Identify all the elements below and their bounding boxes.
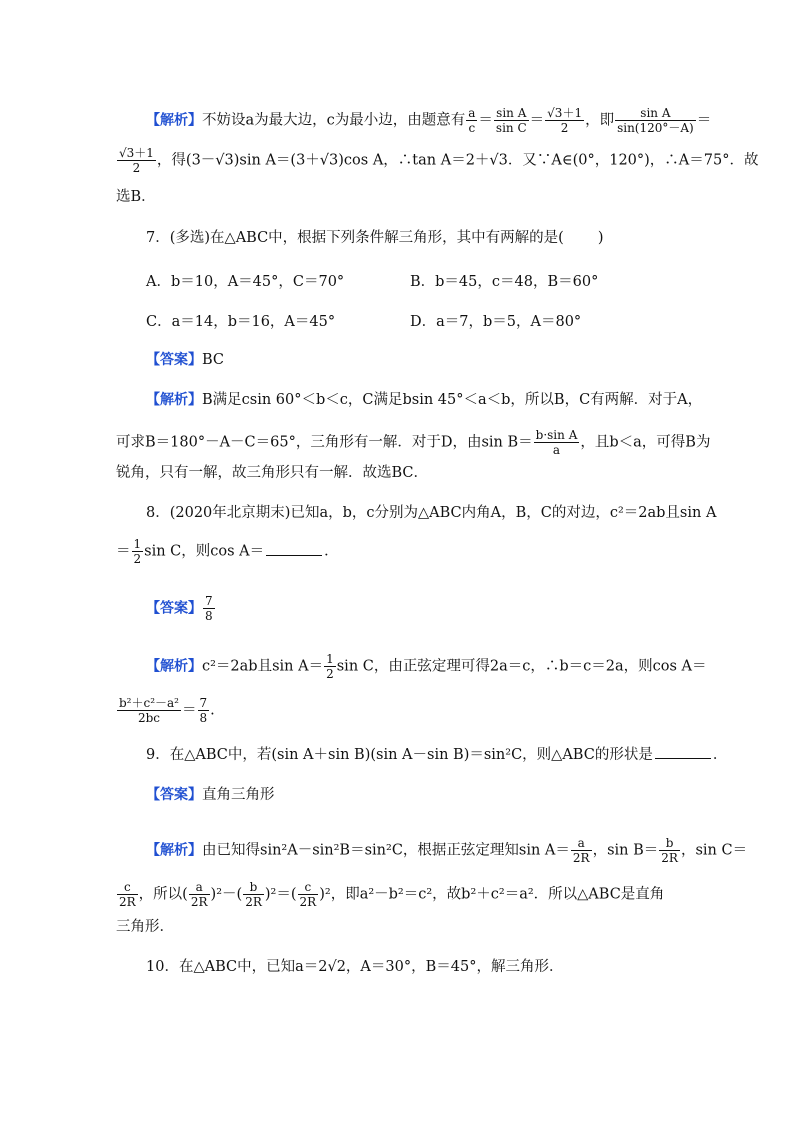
q6-solution-line1: 【解析】不妨设a为最大边，c为最小边，由题意有 $\frac{a}{c}$ ＝ $\frac{\text{sin A}}{\text{sin C}}$ ＝ $\frac{√3+1}{2}$ ，即 $\frac{\text{sin A}}{\sin(120^\circ-A)}$ ＝	[146, 106, 712, 135]
fraction: $\frac{\text{b·sin A}}{a}$	[535, 428, 578, 457]
fraction: $\frac{1}{2}$	[133, 537, 142, 566]
fraction: $\frac{a}{2R}$	[190, 880, 208, 909]
fraction: $\frac{√3+1}{2}$	[547, 106, 583, 135]
fraction: $\frac{b}{2R}$	[245, 880, 262, 909]
fraction: $\frac{\text{sin A}}{\text{sin C}}$	[495, 106, 527, 135]
answer-blank	[266, 543, 322, 556]
answer-tag: 【答案】	[146, 600, 202, 617]
fraction: $\frac{1}{2}$	[326, 652, 334, 681]
fraction: $\frac{√3+1}{2}$	[119, 146, 154, 175]
fraction: $\frac{7}{8}$	[199, 696, 208, 725]
q9-solution-line1: 【解析】由已知得sin²A－sin²B＝sin²C，根据正弦定理知sin A＝ $\frac{a}{2R}$ ，sin B＝ $\frac{b}{2R}$ ，sin C＝	[146, 836, 748, 865]
answer-tag: 【答案】	[146, 352, 202, 368]
fraction: $\frac{\text{sin A}}{\sin(120^\circ-A)}$	[617, 106, 694, 135]
fraction: $\frac{\text{b²＋c²－a²}}{2bc}$	[119, 696, 179, 725]
answer-tag: 【答案】	[146, 787, 202, 803]
q7-option-b: B．b＝45，c＝48，B＝60°	[410, 274, 599, 290]
q8-stem-line1: 8．(2020年北京期末)已知a，b，c分别为△ABC内角A，B，C的对边，c²＝2ab且sin A	[146, 505, 717, 521]
q6-solution-line3: 选B．	[116, 189, 156, 205]
fraction: $\frac{c}{2R}$	[119, 880, 136, 909]
q7-option-a: A．b＝10，A＝45°，C＝70°	[146, 274, 345, 290]
answer-blank	[655, 746, 711, 759]
q9-stem: 9．在△ABC中，若(sin A＋sin B)(sin A－sin B)＝sin²C，则△ABC的形状是 ．	[146, 747, 728, 763]
q9-answer	[146, 786, 275, 804]
q8-answer	[146, 594, 216, 623]
q6-solution-line2: $\frac{√3+1}{2}$ ，得(3－√3)sin A＝(3＋√3)cos A，∴tan A＝2＋√3．又∵A∈(0°，120°)，∴A＝75°．故	[119, 146, 759, 175]
q6-solution-text: 不妨设a为最大边，c为最小边，由题意有	[202, 112, 466, 129]
q9-solution-line2: $\frac{c}{2R}$ ，所以( $\frac{a}{2R}$ )²－( $\frac{b}{2R}$ )²＝( $\frac{c}{2R}$ )²，即a²－b²＝c²，故b²＋c²＝a²．所以△ABC是直角	[119, 880, 665, 909]
q9-solution-line3: 三角形．	[116, 919, 174, 935]
q7-solution-line3: 锐角，只有一解，故三角形只有一解．故选BC．	[116, 465, 429, 481]
q7-answer-value: BC	[202, 352, 225, 368]
analysis-tag: 【解析】	[146, 392, 202, 408]
fraction: $\frac{a}{c}$	[468, 106, 476, 135]
q7-stem: 7．(多选)在△ABC中，根据下列条件解三角形，其中有两解的是( )	[146, 230, 604, 246]
q8-solution-line1: 【解析】c²＝2ab且sin A＝ $\frac{1}{2}$ sin C，由正弦定理可得2a＝c，∴b＝c＝2a，则cos A＝	[146, 652, 707, 681]
analysis-tag: 【解析】	[146, 112, 202, 129]
analysis-tag: 【解析】	[146, 658, 202, 675]
q7-option-d: D．a＝7，b＝5，A＝80°	[410, 314, 582, 330]
fraction: $\frac{b}{2R}$	[661, 836, 678, 865]
q8-answer-value: $\frac{7}{8}$	[205, 594, 213, 623]
q8-solution-line2: $\frac{\text{b²＋c²－a²}}{2bc}$ ＝ $\frac{7}{8}$ .	[119, 696, 215, 725]
q9-answer-value: 直角三角形	[202, 787, 275, 803]
q10-stem: 10．在△ABC中，已知a＝2√2，A＝30°，B＝45°，解三角形．	[146, 959, 564, 975]
fraction: $\frac{a}{2R}$	[572, 836, 590, 865]
q7-solution-line2: 可求B＝180°－A－C＝65°，三角形有一解．对于D，由sin B＝ $\frac{\text{b·sin A}}{a}$ ，且b＜a，可得B为	[116, 428, 711, 457]
fraction: $\frac{c}{2R}$	[299, 880, 317, 909]
analysis-tag: 【解析】	[146, 842, 202, 859]
q7-option-c: C．a＝14，b＝16，A＝45°	[146, 314, 336, 330]
q7-solution-line1: 【解析】B满足csin 60°＜b＜c，C满足bsin 45°＜a＜b，所以B，C有两解．对于A，	[146, 392, 703, 408]
q8-stem-line2: ＝ $\frac{1}{2}$ sin C，则cos A＝ ．	[116, 537, 339, 566]
q7-answer	[146, 351, 224, 369]
